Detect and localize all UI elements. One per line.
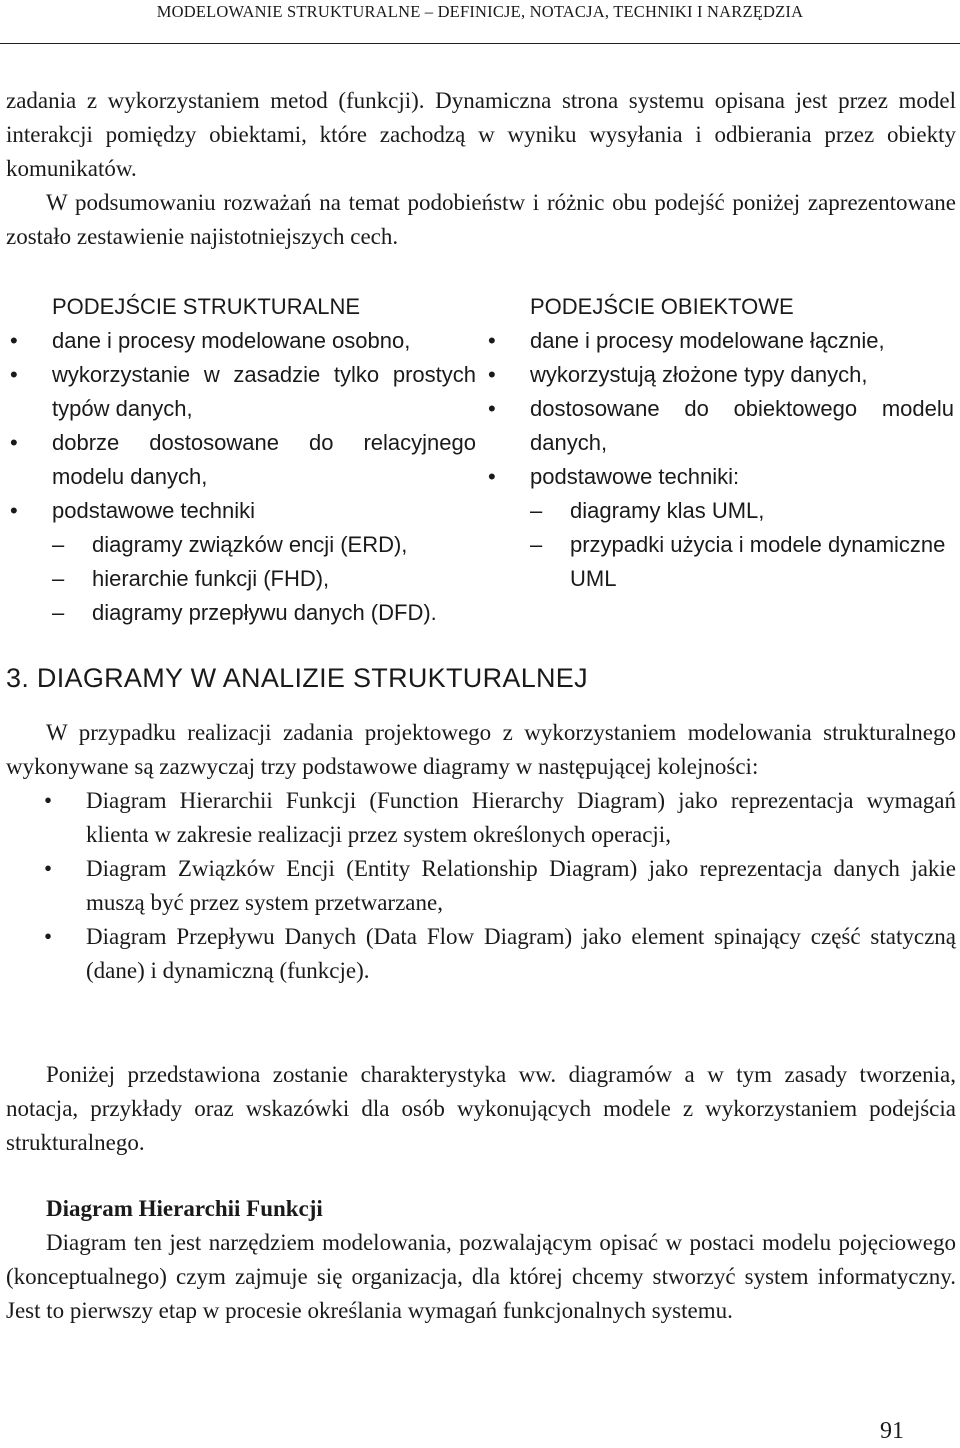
list-item-text: podstawowe techniki [52, 498, 256, 523]
list-item [6, 324, 476, 358]
list-item-text: podstawowe techniki: [530, 464, 740, 489]
bullet-icon: • [44, 856, 53, 881]
sub-list-item-text: diagramy związków encji (ERD), [92, 532, 408, 557]
object-approach-list [484, 324, 954, 596]
list-item [6, 852, 956, 920]
dash-icon: – [530, 498, 543, 523]
intro-paragraph-2: W podsumowaniu rozważań na temat podobieństw i różnic obu podejść poniżej zaprezentowane zostało zestawienie najistotniejszych cech. [6, 190, 956, 249]
sub-list-item-text: diagramy klas UML, [570, 498, 765, 523]
structural-approach-column [6, 290, 476, 630]
list-item-text: wykorzystują złożone typy danych, [530, 362, 868, 387]
definition-paragraph: Diagram ten jest narzędziem modelowania, pozwalającym opisać w postaci modelu pojęciowego (konceptualnego) czym zajmuje się organizacja, dla której chcemy stworzyć system informatyczny. Jest to pierwszy etap w procesie określania wymagań funkcjonalnych systemu. [6, 1230, 956, 1323]
sub-list-item [6, 596, 476, 630]
definition-section [6, 1226, 956, 1328]
object-approach-heading: PODEJŚCIE OBIEKTOWE [530, 294, 794, 319]
dash-icon: – [52, 532, 65, 557]
list-item [6, 426, 476, 494]
summary-paragraph: Poniżej przedstawiona zostanie charakterystyka ww. diagramów a w tym zasady tworzenia, notacja, przykłady oraz wskazówki dla osób wykonujących modele z wykorzystaniem podejścia strukturalnego. [6, 1062, 956, 1155]
list-item [6, 494, 476, 528]
bullet-icon: • [44, 924, 53, 949]
bullet-icon: • [488, 464, 496, 489]
bullet-icon: • [488, 328, 496, 353]
list-item [484, 324, 954, 358]
list-item-text: dane i procesy modelowane osobno, [52, 328, 411, 353]
dash-icon: – [52, 566, 65, 591]
bullet-icon: • [488, 396, 496, 421]
bullet-icon: • [44, 788, 53, 813]
sub-list-item [6, 528, 476, 562]
list-item [6, 784, 956, 852]
list-item-text: dobrze dostosowane do relacyjnego modelu danych, [52, 430, 476, 489]
list-item-text: wykorzystanie w zasadzie tylko prostych typów danych, [52, 362, 476, 421]
structural-approach-heading: PODEJŚCIE STRUKTURALNE [52, 294, 361, 319]
sub-list-item-text: przypadki użycia i modele dynamiczne UML [570, 532, 946, 591]
intro-paragraph-1: zadania z wykorzystaniem metod (funkcji). Dynamiczna strona systemu opisana jest przez model interakcji pomiędzy obiektami, które zachodzą w wyniku wysyłania i odbierania przez obiekty komunikatów. [6, 88, 956, 181]
bullet-icon: • [10, 328, 18, 353]
object-approach-column [484, 290, 954, 596]
intro-section [6, 84, 956, 254]
list-item-text: Diagram Związków Encji (Entity Relationship Diagram) jako reprezentacja danych jakie muszą być przez system przetwarzane, [86, 856, 956, 915]
sub-list-item [484, 494, 954, 528]
diagram-list [6, 784, 956, 988]
structural-approach-list [6, 324, 476, 630]
bullet-icon: • [10, 430, 18, 455]
section-intro-paragraph: W przypadku realizacji zadania projektowego z wykorzystaniem modelowania strukturalnego wykonywane są zazwyczaj trzy podstawowe diagramy w następującej kolejności: [6, 720, 956, 779]
dash-icon: – [52, 600, 65, 625]
list-item-text: dane i procesy modelowane łącznie, [530, 328, 885, 353]
list-item-text: dostosowane do obiektowego modelu danych, [530, 396, 954, 455]
section-heading: 3. DIAGRAMY W ANALIZIE STRUKTURALNEJ [6, 663, 588, 693]
sub-list-item-text: hierarchie funkcji (FHD), [92, 566, 330, 591]
sub-list-item-text: diagramy przepływu danych (DFD). [92, 600, 437, 625]
sub-list-item [6, 562, 476, 596]
list-item [484, 460, 954, 494]
dash-icon: – [530, 532, 543, 557]
running-header: MODELOWANIE STRUKTURALNE – DEFINICJE, NOTACJA, TECHNIKI I NARZĘDZIA [0, 0, 960, 44]
list-item-text: Diagram Hierarchii Funkcji (Function Hierarchy Diagram) jako reprezentacja wymagań klienta w zakresie realizacji przez system określonych operacji, [86, 788, 956, 847]
list-item-text: Diagram Przepływu Danych (Data Flow Diagram) jako element spinający część statyczną (dane) i dynamiczną (funkcje). [86, 924, 956, 983]
summary-section [6, 1058, 956, 1160]
list-item [484, 358, 954, 392]
bullet-icon: • [10, 498, 18, 523]
subsection-heading: Diagram Hierarchii Funkcji [46, 1196, 323, 1221]
section-body [6, 716, 956, 988]
page-number: 91 [880, 1418, 904, 1444]
sub-list-item [484, 528, 954, 596]
list-item [484, 392, 954, 460]
list-item [6, 358, 476, 426]
bullet-icon: • [488, 362, 496, 387]
bullet-icon: • [10, 362, 18, 387]
list-item [6, 920, 956, 988]
